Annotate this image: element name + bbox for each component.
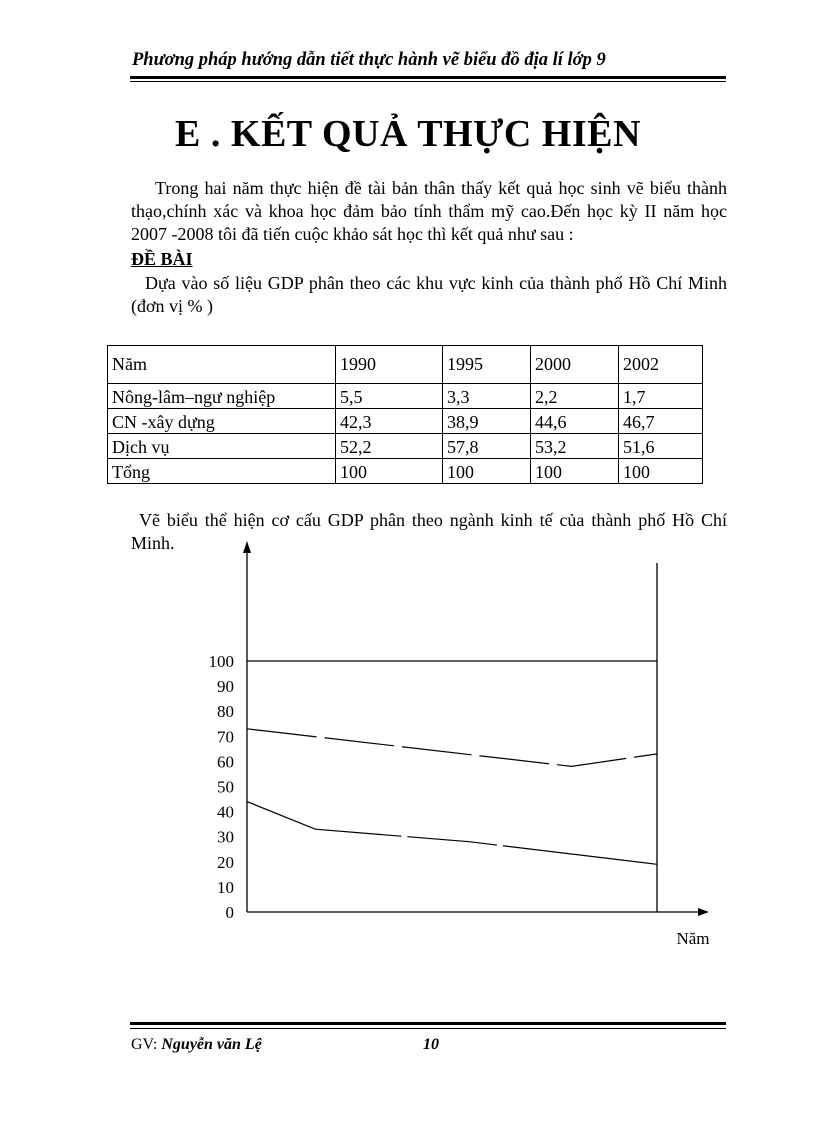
y-tick-label: 10: [217, 877, 234, 897]
table-cell: Dịch vụ: [108, 434, 336, 459]
y-tick-label: 70: [217, 727, 234, 747]
y-axis-arrow: [243, 541, 251, 553]
table-cell: 44,6: [531, 409, 619, 434]
table-cell: 100: [443, 459, 531, 484]
table-cell: Nông-lâm–ngư nghiệp: [108, 384, 336, 409]
task-paragraph: Dựa vào số liệu GDP phân theo các khu vực kinh của thành phố Hồ Chí Minh (đơn vị % ): [131, 273, 727, 316]
table-cell: 57,8: [443, 434, 531, 459]
table-cell: 46,7: [619, 409, 703, 434]
series-line: [247, 729, 657, 767]
table-cell: 100: [531, 459, 619, 484]
y-tick-label: 60: [217, 752, 234, 772]
table-cell: 1,7: [619, 384, 703, 409]
y-tick-label: 40: [217, 802, 234, 822]
table-header-cell: Năm: [108, 346, 336, 384]
series-line: [247, 802, 657, 865]
table-cell: 5,5: [336, 384, 443, 409]
table-cell: 3,3: [443, 384, 531, 409]
footer-rule-thick: [130, 1022, 726, 1025]
intro-paragraph: Trong hai năm thực hiện đề tài bản thân thấy kết quả học sinh vẽ biểu thành thạo,chính xác và khoa học đảm bảo tính thẩm mỹ cao.Đến học kỳ II năm học 2007 -2008 tôi đã tiến cuộc khảo sát học thì kết quả như sau :: [131, 178, 727, 244]
footer-prefix: GV:: [131, 1036, 162, 1053]
table-cell: Tổng: [108, 459, 336, 484]
chart-caption: Vẽ biểu thể hiện cơ cấu GDP phân theo ngành kinh tế của thành phố Hồ Chí Minh.: [131, 510, 727, 553]
y-tick-label: 50: [217, 777, 234, 797]
table-cell: 52,2: [336, 434, 443, 459]
x-axis-label: Năm: [676, 929, 710, 948]
table-cell: 38,9: [443, 409, 531, 434]
footer-rule-thin: [130, 1028, 726, 1029]
table-header-cell: 2002: [619, 346, 703, 384]
y-tick-label: 0: [225, 903, 234, 922]
table-cell: 2,2: [531, 384, 619, 409]
y-tick-label: 80: [217, 702, 234, 722]
x-axis-arrow: [698, 908, 709, 916]
table-header-cell: 1990: [336, 346, 443, 384]
table-header-cell: 1995: [443, 346, 531, 384]
footer: [131, 1036, 439, 1054]
table-header-cell: 2000: [531, 346, 619, 384]
table-cell: 53,2: [531, 434, 619, 459]
page-header: Phương pháp hướng dẫn tiết thực hành vẽ biểu đồ địa lí lớp 9: [132, 50, 606, 70]
y-tick-label: 20: [217, 852, 234, 872]
table-cell: 51,6: [619, 434, 703, 459]
y-tick-label: 100: [208, 652, 234, 671]
table-cell: 100: [336, 459, 443, 484]
section-label: ĐỀ BÀI: [131, 249, 193, 269]
table-cell: 42,3: [336, 409, 443, 434]
table-cell: CN -xây dựng: [108, 409, 336, 434]
table-cell: 100: [619, 459, 703, 484]
y-tick-label: 90: [217, 677, 234, 697]
page-title: E . KẾT QUẢ THỰC HIỆN: [175, 113, 641, 155]
footer-author: Nguyễn văn Lệ: [161, 1036, 262, 1053]
page-number: 10: [423, 1036, 439, 1053]
y-tick-label: 30: [217, 827, 234, 847]
